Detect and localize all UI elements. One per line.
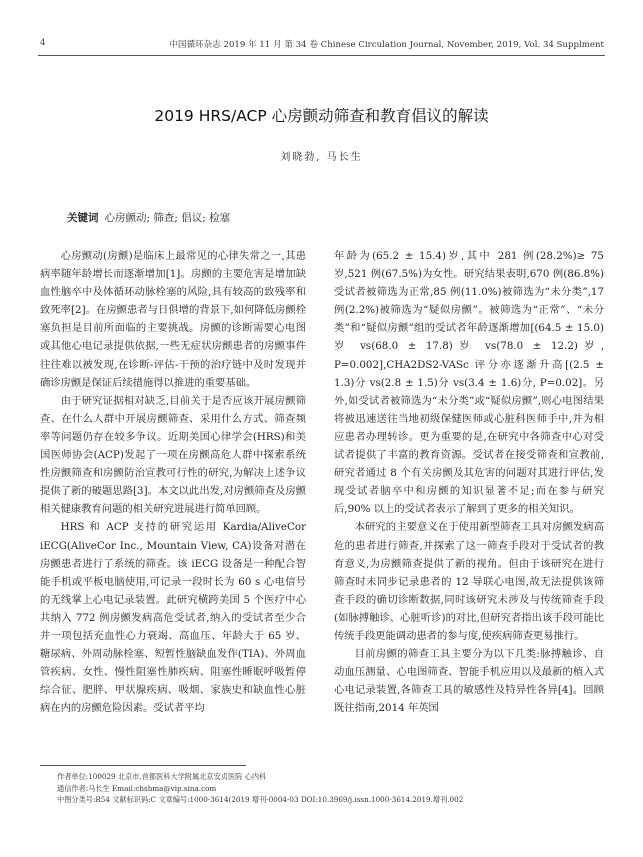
header-rule [38, 55, 605, 56]
keywords [67, 210, 230, 225]
keywords-label: 关键词 [67, 212, 99, 224]
authors: 刘晓勃, 马长生 [280, 152, 363, 163]
left-column [40, 247, 306, 717]
paragraph: HRS 和 ACP 支持的研究运用 Kardia/AliveCor iECG(AliveCor Inc., Mountain View, CA)设备对潜在房颤患者进行了系统的筛查。该 iECG 设备是一种配合智能手机或平板电脑使用,可记录一段时长为 60 s 心电信号的无线掌上心电记录装置。此研究横跨美国 5 个医疗中心共纳入 772 例房颤发病高危受试者,纳入的受试者至少合并一项包括充血性心力衰竭、高血压、年龄大于 65 岁、糖尿病、外周动脉栓塞、短暂性脑缺血发作(TIA)、外周血管疾病、女性、慢性阻塞性肺疾病、阻塞性睡眠呼吸暂停综合征、肥胖、甲状腺疾病、吸烟、家族史和缺血性心脏病在内的房颤危险因素。受试者平均 [40, 521, 306, 715]
right-column [334, 247, 604, 717]
running-head: 中国循环杂志 2019 年 11 月 第 34 卷 Chinese Circulation Journal, November, 2019, Vol. 34 Supplment [169, 40, 604, 50]
paragraph: 目前房颤的筛查工具主要分为以下几类:脉搏触诊、自动血压测量、心电图筛查、智能手机应用以及最新的植入式心电记录装置,各筛查工具的敏感性及特异性各异[4]。回顾既往指南,2014 年英国 [334, 648, 604, 715]
footnote-rule [40, 765, 246, 766]
paragraph: 由于研究证据相对缺乏,目前关于是否应该开展房颤筛查、在什么人群中开展房颤筛查、采用什么方式、筛查频率等问题仍存在较多争议。近期美国心律学会(HRS)和美国医师协会(ACP)发起了一项在房颤高危人群中探索系统性房颤筛查和房颤防治宣教可行性的研究,为解决上述争议提供了新的破题思路[3]。本文以此出发,对房颤筛查及房颤相关健康教育问题的相关研究进展进行简单回顾。 [40, 394, 306, 516]
paragraph: 心房颤动(房颤)是临床上最常见的心律失常之一,其患病率随年龄增长而逐渐增加[1]。房颤的主要危害是增加缺血性脑卒中及体循环动脉栓塞的风险,具有较高的致残率和致死率[2]。在房颤患者与日俱增的背景下,如何降低房颤栓塞负担是目前所面临的主要挑战。房颤的诊断需要心电图或其他心电记录提供依据,一些无症状房颤患者的房颤事件往往难以被发现,在诊断-评估-干预的治疗链中及时发现并确诊房颤是保证后续措施得以推进的重要基础。 [40, 250, 306, 389]
paragraph: 年龄为(65.2 ± 15.4)岁,其中 281 例(28.2%)≥ 75 岁,521 例(67.5%)为女性。研究结果表明,670 例(86.8%)受试者被筛选为正常,85 例(11.0%)被筛选为“未分类”,17 例(2.2%)被筛选为“疑似房颤”。被筛选为“正常”、“未分类”和“疑似房颤”组的受试者年龄逐渐增加[(64.5 ± 15.0)岁 vs(68.0 ± 17.8)岁 vs(78.0 ± 12.2)岁, P=0.002],CHA2DS2-VASc 评分亦逐渐升高[(2.5 ± 1.3)分 vs(2.8 ± 1.5)分 vs(3.4 ± 1.6)分, P=0.02]。另外,如受试者被筛选为“未分类”或“疑似房颤”,则心电图结果将被迅速送往当地初级保健医师或心脏科医师手中,并为相应患者办理转诊。更为重要的是,在研究中各筛查中心对受试者提供了丰富的教育资源。受试者在接受筛查和宣教前,研究者通过 8 个有关房颤及其危害的问题对其进行评估,发现受试者脑卒中和房颤的知识显著不足;而在参与研究后,90% 以上的受试者表示了解到了更多的相关知识。 [334, 250, 604, 516]
keywords-text: 心房颤动; 筛查; 倡议; 检塞 [104, 212, 231, 224]
footnote-correspondence: 通信作者:马长生 Email:chshma@vip.sina.com [57, 783, 217, 793]
article-title: 2019 HRS/ACP 心房颤动筛查和教育倡议的解读 [154, 107, 489, 125]
paragraph: 本研究的主要意义在于使用新型筛查工具对房颤发病高危的患者进行筛查,并探索了这一筛查手段对于受试者的教育意义,为房颤筛查提供了新的视角。但由于该研究在进行筛查时未同步记录患者的 12 导联心电图,故无法提供该筛查手段的确切诊断数据,同时该研究未涉及与传统筛查手段(如脉搏触诊、心脏听诊)的对比,但研究者指出该手段可能比传统手段更能调动患者的参与度,使疾病筛查更易推行。 [334, 521, 604, 642]
footnotes [57, 771, 463, 806]
page-number: 4 [40, 38, 46, 48]
footnote-affiliation: 作者单位:100029 北京市,首都医科大学附属北京安贞医院 心内科 [57, 772, 267, 781]
footnote-classification: 中图分类号:R54 文献标识码:C 文章编号:1000-3614(2019 增刊-0004-03 DOI:10.3969/j.issn.1000-3614.2019.增刊.002 [57, 795, 464, 804]
